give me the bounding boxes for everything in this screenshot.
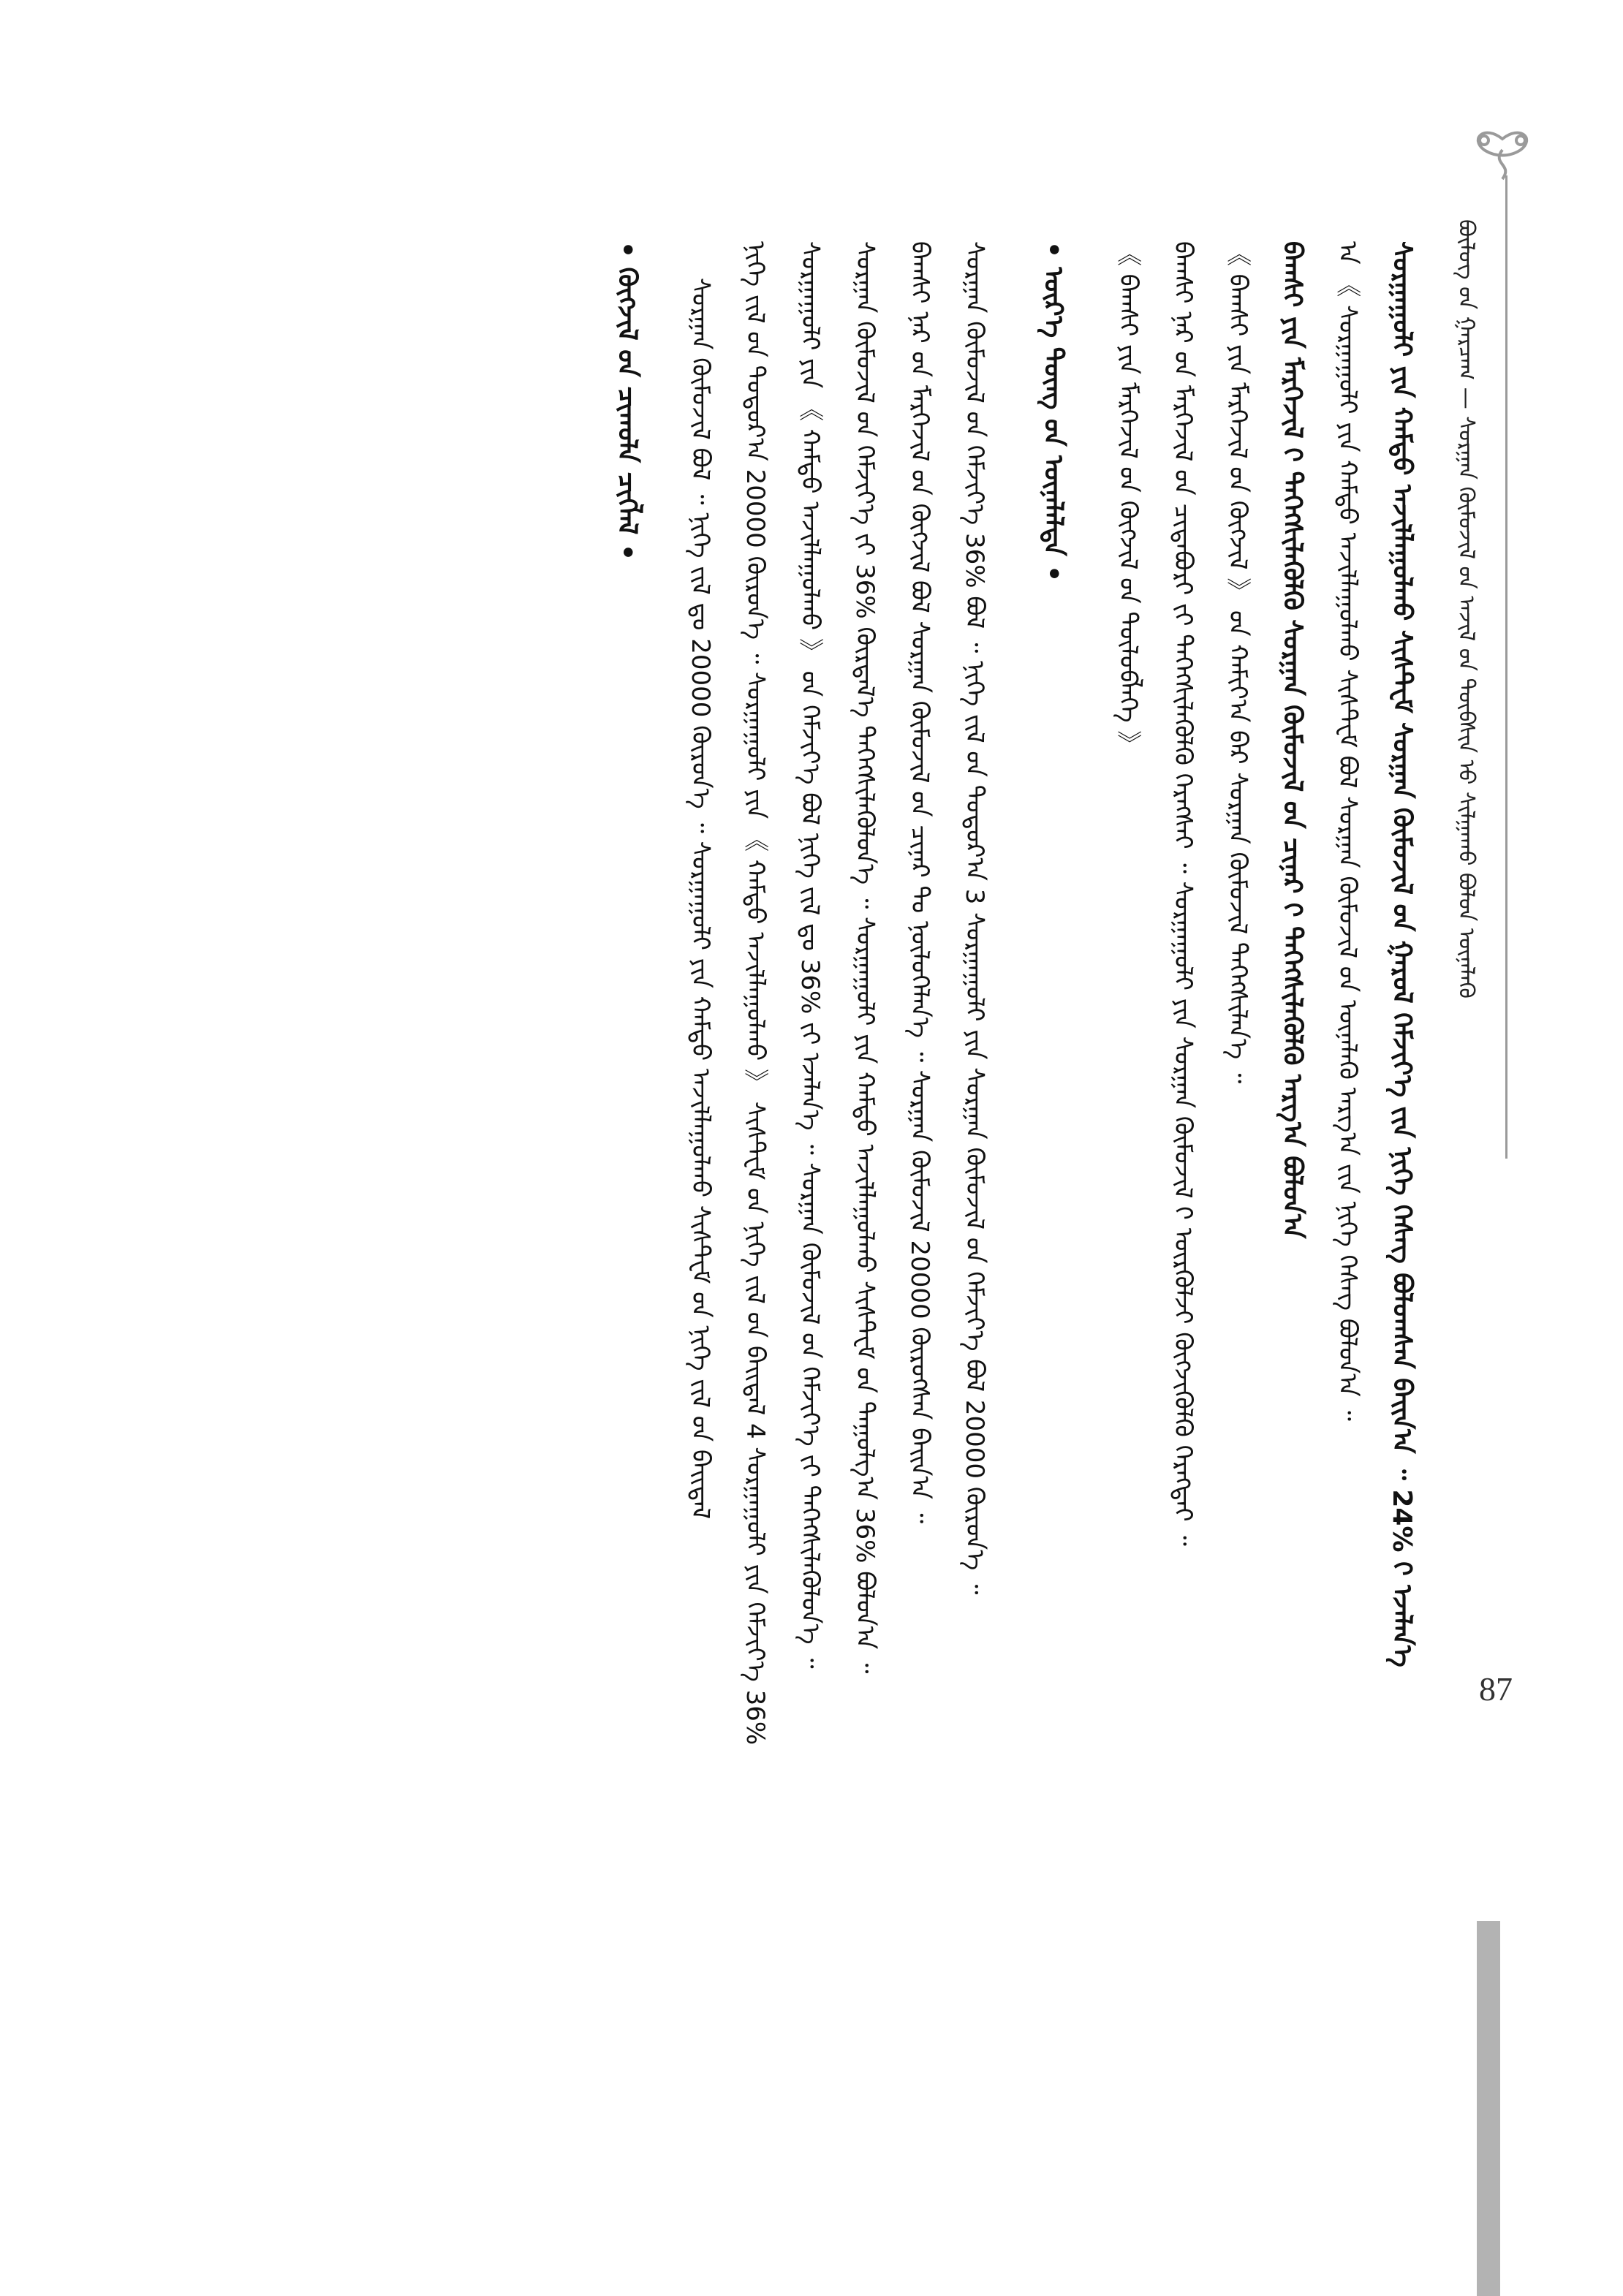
column-text: ᠰᠤᠷᠭᠠᠭᠤᠯᠢ ᠶᠢᠨ 《 ᠬᠠᠮᠲᠤ ᠠᠵᠢᠯᠯᠠᠭᠤᠯᠬᠤ 》 ᠦ᠋ᠨ ᠬᠡᠮᠵᠢᠶ᠎ᠡ ᠪᠣᠯ ᠨᠢᠭᠡ ᠵᠢᠯ ᠳᠤ 36% ᠶ᠋ᠢ ᠡᠵᠡᠯᠡᠨ᠎ᠡ ᠃ ᠰᠤᠷᠭᠠᠨ ᠬᠦᠮᠦᠵᠢᠯ ᠦ᠋ᠨ ᠬᠡᠮᠵᠢᠶ᠎ᠡ ᠶ᠋ᠢ ᠳᠡᠭᠡᠭᠰᠢᠯᠡᠭᠦᠯᠦᠨ᠎ᠡ ᠃	[795, 241, 825, 1669]
section-heading-text: • ᠦᠷ᠎ᠡ ᠳᠦᠩ ᠦ᠋ᠨ ᠦᠨᠡᠯᠡᠯᠲᠡ •	[1038, 241, 1068, 583]
column-text: ᠪᠠᠭᠰᠢ ᠨᠠᠷ ᠤ᠋ᠨ ᠮᠡᠷᠭᠡᠵᠢᠯ ᠦ᠋ᠨ ᠴᠢᠳᠠᠪᠤᠷᠢ ᠶ᠋ᠢ ᠳᠡᠭᠡᠭᠰᠢᠯᠡᠭᠦᠯᠬᠦ ᠬᠡᠷᠡᠭᠰᠡᠢ ᠃ ᠰᠤᠷᠭᠠᠭᠤᠯᠢ ᠶᠢᠨ ᠰᠤᠷᠭᠠᠨ ᠬᠦᠮᠦᠵᠢᠯ ᠢ᠋ ᠦᠷᠭᠦᠯᠵᠢ ᠬᠥᠭᠵᠢᠭᠦᠯᠬᠦ ᠬᠡᠷᠡᠭᠲᠡᠢ ᠃	[1168, 241, 1198, 1546]
column-text: 《 ᠪᠠᠭᠰᠢ ᠶᠢᠨ ᠮᠡᠷᠭᠡᠵᠢᠯ ᠦ᠋ᠨ ᠬᠥᠭᠵᠢᠯ 》 ᠦ᠋ᠨ ᠬᠠᠮᠢᠶ᠎ᠠ ᠪᠠᠷ ᠰᠤᠷᠭᠠᠨ ᠬᠦᠮᠦᠵᠢᠯ ᠳᠡᠭᠡᠭᠰᠢᠯᠡᠨ᠎ᠡ ᠃	[1223, 241, 1252, 1084]
column-text: ᠰᠤᠷᠭᠠᠨ ᠬᠦᠮᠦᠵᠢᠯ ᠪᠣᠯ ᠃ ᠨᠢᠭᠡ ᠵᠢᠯ ᠳᠤ 20000 ᠬᠦᠷᠦᠨ᠎ᠡ ᠃ ᠰᠤᠷᠭᠠᠭᠤᠯᠢ ᠶᠢᠨ ᠬᠠᠮᠲᠤ ᠠᠵᠢᠯᠯᠠᠭᠤᠯᠬᠤ ᠰᠢᠰᠲ᠋ᠧᠮ ᠦ᠋ᠨ ᠨᠢᠭᠡ ᠵᠢᠯ ᠦ᠋ᠨ ᠪᠠᠢᠳᠠᠯ	[686, 278, 715, 1520]
column-text: ᠪᠠᠭᠰᠢ ᠨᠠᠷ ᠤ᠋ᠨ ᠮᠡᠷᠭᠡᠵᠢᠯ ᠦ᠋ᠨ ᠬᠥᠭᠵᠢᠯ ᠪᠣᠯ ᠰᠤᠷᠭᠠᠨ ᠬᠦᠮᠦᠵᠢᠯ ᠦ᠋ᠨ ᠴᠢᠨᠠᠷ ᠲᠤ ᠨᠥᠯᠦᠭᠡᠯᠡᠨ᠎ᠡ ᠃ ᠰᠤᠷᠭᠠᠨ ᠬᠦᠮᠦᠵᠢᠯ 20000 ᠬᠦᠷᠦᠭᠰᠡᠨ ᠪᠠᠢᠨ᠎ᠠ ᠃	[905, 241, 934, 1524]
running-header-text: ᠪᠦᠯᠦᠭ ᠤ᠋ᠨ ᠭᠠᠷᠴᠠᠭ — ᠰᠤᠷᠭᠠᠨ ᠬᠦᠮᠦᠵᠢᠯ ᠦ᠋ᠨ ᠠᠵᠢᠯ ᠤ᠋ᠨ ᠲᠦᠪᠰᠢᠨ ᠦ᠋ ᠰᠢᠯᠭᠠᠬᠤ ᠪᠣᠯᠤᠨ ᠦᠨᠡᠯᠡᠬᠦ	[1453, 219, 1479, 999]
page-number: 87	[1479, 1670, 1513, 1708]
column-text: ᠪᠠᠭᠰᠢ ᠶᠢᠨ ᠮᠡᠷᠭᠡᠵᠢᠯ ᠢ᠋ ᠳᠡᠭᠡᠭᠰᠢᠯᠡᠭᠦᠯᠬᠦ ᠰᠤᠷᠭᠠᠨ ᠬᠦᠮᠦᠵᠢᠯ ᠦ᠋ᠨ ᠴᠢᠨᠠᠷ ᠢ᠋ ᠳᠡᠭᠡᠭᠰᠢᠯᠡᠭᠦᠯᠬᠦ ᠠᠷᠭ᠎ᠠ ᠪᠣᠯᠤᠨ᠎ᠠ	[1277, 241, 1307, 1239]
ornament-icon	[1462, 124, 1543, 190]
column-text: ᠰᠤᠷᠭᠠᠨ ᠬᠦᠮᠦᠵᠢᠯ ᠦ᠋ᠨ ᠬᠡᠮᠵᠢᠶ᠎ᠡ ᠶ᠋ᠢ 36% ᠬᠦᠷᠲᠡᠯ᠎ᠡ ᠳᠡᠭᠡᠭᠰᠢᠯᠡᠭᠦᠯᠦᠨ᠎ᠡ ᠃ ᠰᠤᠷᠭᠠᠭᠤᠯᠢ ᠶᠢᠨ ᠬᠠᠮᠲᠤ ᠠᠵᠢᠯᠯᠠᠭᠤᠯᠬᠤ ᠰᠢᠰᠲ᠋ᠧᠮ ᠦ᠋ᠨ ᠳᠠᠭᠤᠯᠭ᠎ᠠ 36% ᠪᠣᠯᠤᠨ᠎ᠠ ᠃	[850, 241, 879, 1674]
header-rule	[1505, 175, 1507, 1159]
margin-tab	[1477, 1921, 1500, 2296]
column-text: ᠎ᠠ 《 ᠰᠤᠷᠭᠠᠭᠤᠯᠢ ᠶᠢᠨ ᠬᠠᠮᠲᠤ ᠠᠵᠢᠯᠯᠠᠭᠤᠯᠬᠤ ᠰᠢᠰᠲ᠋ᠧᠮ ᠪᠣᠯ ᠰᠤᠷᠭᠠᠨ ᠬᠦᠮᠦᠵᠢᠯ ᠦ᠋ᠨ ᠦᠨᠡᠯᠡᠬᠦ ᠠᠷᠭ᠎ᠠ ᠶ᠋ᠢᠨ ᠨᠢᠭᠡ ᠬᠡᠰᠡᠭ ᠪᠣᠯᠤᠨ᠎ᠠ ᠃	[1333, 241, 1362, 1421]
column-text: ᠰᠤᠷᠭᠠᠨ ᠬᠦᠮᠦᠵᠢᠯ ᠦ᠋ᠨ ᠬᠡᠮᠵᠢᠶ᠎ᠡ 36% ᠪᠣᠯ ᠃ ᠨᠢᠭᠡ ᠵᠢᠯ ᠦ᠋ᠨ ᠳᠤᠲᠤᠷ᠎ᠠ 3 ᠰᠤᠷᠭᠠᠭᠤᠯᠢ ᠶᠢᠨ ᠰᠤᠷᠭᠠᠨ ᠬᠦᠮᠦᠵᠢᠯ ᠦ᠋ᠨ ᠬᠡᠮᠵᠢᠶ᠎ᠡ ᠪᠣᠯ 20000 ᠬᠦᠷᠦᠨ᠎ᠡ ᠃	[960, 241, 989, 1595]
column-text: ᠨᠢᠭᠡ ᠵᠢᠯ ᠦ᠋ᠨ ᠳᠤᠲᠤᠷ᠎ᠠ 20000 ᠬᠦᠷᠦᠨ᠎ᠡ ᠃ ᠰᠤᠷᠭᠠᠭᠤᠯᠢ ᠶᠢᠨ 《 ᠬᠠᠮᠲᠤ ᠠᠵᠢᠯᠯᠠᠭᠤᠯᠬᠤ 》 ᠰᠢᠰᠲ᠋ᠧᠮ ᠦ᠋ᠨ ᠨᠢᠭᠡ ᠵᠢᠯ ᠦ᠋ᠨ ᠪᠠᠢᠳᠠᠯ 4 ᠰᠤᠷᠭᠠᠭᠤᠯᠢ ᠶᠢᠨ ᠬᠡᠮᠵᠢᠶ᠎ᠡ 36%	[741, 241, 770, 1746]
column-text: ᠰᠤᠷᠭᠠᠭᠤᠯᠢ ᠶᠢᠨ ᠬᠠᠮᠲᠤ ᠠᠵᠢᠯᠯᠠᠭᠤᠯᠬᠤ ᠰᠢᠰᠲ᠋ᠧᠮ ᠰᠤᠷᠭᠠᠨ ᠬᠦᠮᠦᠵᠢᠯ ᠦ᠋ᠨ ᠭᠠᠷᠤᠯ ᠬᠡᠮᠵᠢᠶ᠎ᠡ ᠶ᠋ᠢᠨ ᠨᠢᠭᠡ ᠬᠡᠰᠡᠭ ᠪᠣᠯᠤᠭᠰᠠᠨ ᠪᠠᠢᠨ᠎ᠠ ᠃ 24% ᠢ᠋ ᠡᠵᠡᠯᠡᠨ᠎ᠡ	[1387, 241, 1417, 1667]
section-heading-text: • ᠬᠥᠭᠵᠢᠯ ᠦ᠋ᠨ ᠴᠢᠬᠤᠯᠠ ᠴᠢᠭᠯᠡᠯ •	[612, 241, 642, 561]
column-text: 《 ᠪᠠᠭᠰᠢ ᠶᠢᠨ ᠮᠡᠷᠭᠡᠵᠢᠯ ᠦ᠋ᠨ ᠬᠥᠭᠵᠢᠯ ᠦ᠋ᠨ ᠲᠥᠯᠦᠪᠯᠡᠭᠡ 》	[1113, 241, 1143, 756]
